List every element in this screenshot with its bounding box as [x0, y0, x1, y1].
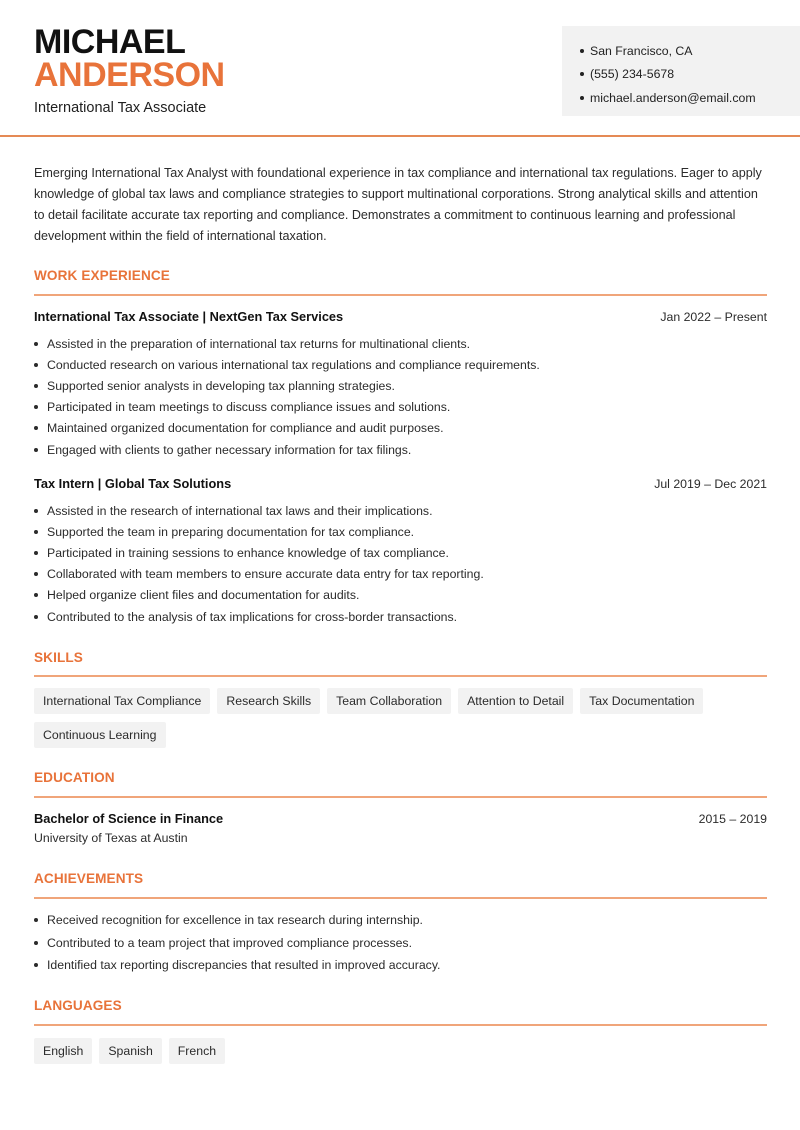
job-dates: Jan 2022 – Present: [660, 310, 767, 324]
section-title-achievements: ACHIEVEMENTS: [34, 871, 144, 886]
bullet-text: Contributed to a team project that improved compliance processes.: [47, 935, 412, 950]
resume-header: [0, 0, 800, 137]
job-role: Tax Intern | Global Tax Solutions: [34, 476, 232, 491]
bullet-icon: [580, 96, 584, 100]
first-name: MICHAEL: [34, 23, 186, 61]
language-tags: [34, 1038, 774, 1064]
list-item: [34, 564, 767, 585]
bullet-icon: [34, 572, 38, 576]
section-title-languages: LANGUAGES: [34, 998, 122, 1013]
bullet-icon: [34, 448, 38, 452]
contact-email: [580, 86, 800, 110]
bullet-icon: [580, 72, 584, 76]
summary-text: Emerging International Tax Analyst with foundational experience in tax compliance and international tax regulations. Eager to apply knowledge of global tax laws and compliance strategies to support multinational corporations. Strong analytical skills and attention to detail facilitate accurate tax reporting and compliance. Demonstrates a commitment to continuous learning and professional development within the field of international taxation.: [34, 166, 762, 243]
job-dates: Jul 2019 – Dec 2021: [654, 477, 767, 491]
bullet-icon: [34, 918, 38, 922]
job-header: [34, 309, 767, 324]
skills-tags: [34, 688, 774, 748]
contact-box: [562, 26, 800, 116]
skill-tag: Continuous Learning: [34, 722, 166, 748]
bullet-text: Assisted in the research of international tax laws and their implications.: [47, 503, 433, 518]
list-item: [34, 606, 767, 627]
list-item: [34, 542, 767, 563]
list-item: [34, 932, 767, 955]
location-text: San Francisco, CA: [590, 43, 693, 58]
section-divider: [34, 796, 767, 798]
language-tag: French: [169, 1038, 225, 1064]
list-item: [34, 521, 767, 542]
bullet-icon: [34, 530, 38, 534]
bullet-text: Collaborated with team members to ensure accurate data entry for tax reporting.: [47, 567, 484, 582]
bullet-text: Contributed to the analysis of tax implications for cross-border transactions.: [47, 609, 458, 624]
job-title: International Tax Associate: [34, 100, 207, 116]
job-header: [34, 476, 767, 491]
bullet-text: Identified tax reporting discrepancies that resulted in improved accuracy.: [47, 958, 441, 973]
bullet-text: Supported the team in preparing documentation for tax compliance.: [47, 524, 415, 539]
bullet-text: Participated in team meetings to discuss compliance issues and solutions.: [47, 400, 451, 415]
language-tag: Spanish: [99, 1038, 161, 1064]
list-item: [34, 585, 767, 606]
education-header: [34, 811, 767, 826]
bullet-text: Participated in training sessions to enhance knowledge of tax compliance.: [47, 545, 449, 560]
bullet-text: Helped organize client files and documentation for audits.: [47, 588, 360, 603]
bullet-text: Conducted research on various international tax regulations and compliance requirements.: [47, 357, 540, 372]
job-role: International Tax Associate | NextGen Tax Services: [34, 309, 344, 324]
language-tag: English: [34, 1038, 92, 1064]
bullet-icon: [34, 384, 38, 388]
list-item: [34, 909, 767, 932]
skill-tag: Attention to Detail: [458, 688, 573, 714]
section-divider: [34, 897, 767, 899]
bullet-icon: [34, 426, 38, 430]
contact-phone: [580, 63, 800, 87]
bullet-text: Supported senior analysts in developing tax planning strategies.: [47, 378, 395, 393]
bullet-icon: [34, 941, 38, 945]
section-divider: [34, 294, 767, 296]
skill-tag: Team Collaboration: [327, 688, 451, 714]
bullet-text: Assisted in the preparation of international tax returns for multinational clients.: [47, 336, 471, 351]
job-bullets: [34, 500, 767, 627]
skill-tag: Tax Documentation: [580, 688, 703, 714]
email-link[interactable]: michael.anderson@email.com: [590, 90, 756, 105]
degree: Bachelor of Science in Finance: [34, 811, 224, 826]
bullet-text: Engaged with clients to gather necessary information for tax filings.: [47, 442, 412, 457]
list-item: [34, 439, 767, 460]
list-item: [34, 397, 767, 418]
list-item: [34, 418, 767, 439]
bullet-icon: [34, 551, 38, 555]
section-title-skills: SKILLS: [34, 650, 83, 665]
bullet-icon: [34, 405, 38, 409]
list-item: [34, 333, 767, 354]
bullet-icon: [34, 593, 38, 597]
achievements-list: [34, 909, 767, 977]
job-bullets: [34, 333, 767, 460]
list-item: [34, 354, 767, 375]
section-divider: [34, 675, 767, 677]
phone-text: (555) 234-5678: [590, 67, 675, 82]
list-item: [34, 954, 767, 977]
bullet-icon: [34, 342, 38, 346]
bullet-icon: [34, 363, 38, 367]
bullet-text: Received recognition for excellence in tax research during internship.: [47, 913, 423, 928]
bullet-text: Maintained organized documentation for compliance and audit purposes.: [47, 421, 444, 436]
contact-location: [580, 39, 800, 63]
skill-tag: Research Skills: [217, 688, 320, 714]
section-title-education: EDUCATION: [34, 770, 115, 785]
list-item: [34, 500, 767, 521]
bullet-icon: [580, 49, 584, 53]
bullet-icon: [34, 509, 38, 513]
school-name: University of Texas at Austin: [34, 831, 188, 845]
education-dates: 2015 – 2019: [698, 812, 767, 826]
section-title-work: WORK EXPERIENCE: [34, 268, 170, 283]
bullet-icon: [34, 963, 38, 967]
last-name: ANDERSON: [34, 56, 225, 94]
skill-tag: International Tax Compliance: [34, 688, 210, 714]
list-item: [34, 375, 767, 396]
section-divider: [34, 1024, 767, 1026]
bullet-icon: [34, 615, 38, 619]
